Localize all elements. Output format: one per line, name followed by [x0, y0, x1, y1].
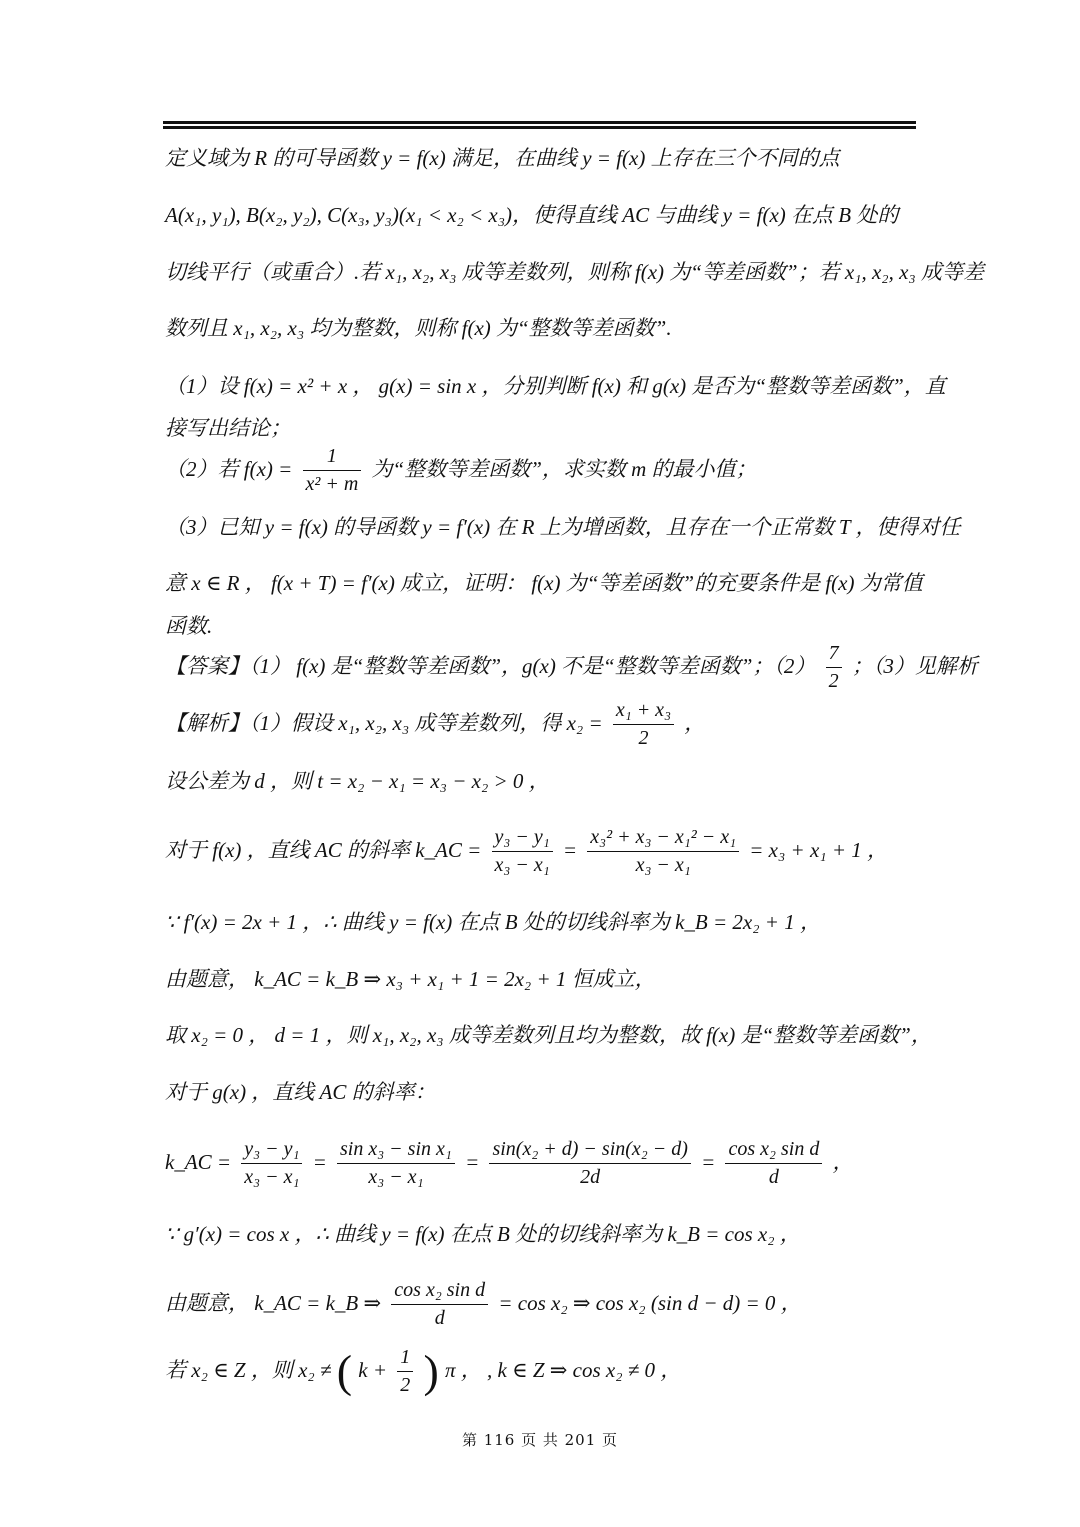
- page-footer: 第 116 页 共 201 页: [461, 1431, 619, 1449]
- text-line: 取 x₂ = 0 ， d = 1 ，则 x₁, x₂, x₃ 成等差数列且均为整数，故 f(x) 是“整数等差函数”，: [165, 1023, 932, 1047]
- fraction: $\frac{1}{2}$: [397, 1344, 413, 1399]
- text-line: 对于 g(x) ，直线 AC 的斜率：: [165, 1080, 436, 1104]
- fraction: $\frac{\text{sin(x₂ + d) − sin(x₂ − d)}}{2d}$: [489, 1136, 690, 1191]
- fraction: $\frac{\text{x₁ + x₃}}{2}$: [613, 697, 674, 752]
- fraction: $\frac{7}{2}$: [826, 640, 842, 695]
- fraction: $\frac{\text{cos x₂ sin d}}{d}$: [391, 1277, 488, 1332]
- question-3-end: 函数.: [165, 614, 213, 638]
- condition-line: 由题意， k_AC = k_B ⇒ $\frac{\text{cos x₂ sin d}}{d}$ = cos x₂ ⇒ cos x₂ (sin d − d) = 0 ，: [165, 1277, 917, 1332]
- slope-g-line: k_AC = $\frac{\text{y₃ − y₁}}{\text{x₃ − x₁}}$ = $\frac{\text{sin x₃ − sin x₁}}{\text{x₃ − x₁}}$ = $\frac{\text{sin(x₂ + d) − sin(x₂ − d)}}{2d}$ = $\frac{\text{cos x₂ sin d}}{d}$ ，: [165, 1136, 917, 1191]
- question-3-cont: 意 x ∈ R ， f(x + T) = f′(x) 成立，证明： f(x) 为“等差函数”的充要条件是 f(x) 为常值: [165, 571, 923, 595]
- text-line: 数列且 x₁, x₂, x₃ 均为整数，则称 f(x) 为“整数等差函数”.: [165, 316, 672, 340]
- question-1: （1）设 f(x) = x² + x ， g(x) = sin x ，分别判断 f(x) 和 g(x) 是否为“整数等差函数”，直: [165, 374, 946, 398]
- answer-line: 【答案】（1） f(x) 是“整数等差函数”，g(x) 不是“整数等差函数”；（2） $\frac{7}{2}$ ；（3）见解析: [165, 640, 917, 695]
- text-line: ∵ g′(x) = cos x ，∴ 曲线 y = f(x) 在点 B 处的切线斜率为 k_B = cos x₂ ，: [165, 1222, 801, 1246]
- text-line: 定义域为 R 的可导函数 y = f(x) 满足，在曲线 y = f(x) 上存在三个不同的点: [165, 146, 840, 170]
- analysis-line: 【解析】（1）假设 x₁, x₂, x₃ 成等差数列，得 x₂ = $\frac{\text{x₁ + x₃}}{2}$ ，: [165, 697, 917, 752]
- text-line: ∵ f′(x) = 2x + 1 ，∴ 曲线 y = f(x) 在点 B 处的切线斜率为 k_B = 2x₂ + 1 ，: [165, 910, 821, 934]
- fraction: $\frac{\text{y₃ − y₁}}{\text{x₃ − x₁}}$: [492, 824, 553, 879]
- fraction: $\frac{\text{x₃² + x₃ − x₁² − x₁}}{\text{x₃ − x₁}}$: [587, 824, 739, 879]
- header-rule-top: [163, 121, 916, 124]
- question-3: （3）已知 y = f(x) 的导函数 y = f′(x) 在 R 上为增函数，且存在一个正常数 T ，使得对任: [165, 515, 961, 539]
- text-line: 由题意， k_AC = k_B ⇒ x₃ + x₁ + 1 = 2x₂ + 1 恒成立，: [165, 967, 656, 991]
- text-line: 设公差为 d ，则 t = x₂ − x₁ = x₃ − x₂ > 0 ，: [165, 769, 550, 793]
- fraction: $\frac{1}{\text{x² + m}}$: [303, 443, 362, 498]
- fraction: $\frac{\text{sin x₃ − sin x₁}}{\text{x₃ − x₁}}$: [337, 1136, 455, 1191]
- header-rule-bottom: [163, 126, 916, 129]
- fraction: $\frac{\text{cos x₂ sin d}}{d}$: [725, 1136, 822, 1191]
- question-1-cont: 接写出结论；: [165, 416, 291, 440]
- text-line: A(x₁, y₁), B(x₂, y₂), C(x₃, y₃)(x₁ < x₂ < x₃)，使得直线 AC 与曲线 y = f(x) 在点 B 处的: [165, 203, 899, 227]
- final-line: 若 x₂ ∈ Z ，则 x₂ ≠ ( k + $\frac{1}{2}$ ) π ， , k ∈ Z ⇒ cos x₂ ≠ 0 ，: [165, 1344, 917, 1399]
- question-2: （2）若 f(x) = $\frac{1}{\text{x² + m}}$ 为“整数等差函数”，求实数 m 的最小值；: [165, 443, 917, 498]
- fraction: $\frac{\text{y₃ − y₁}}{\text{x₃ − x₁}}$: [241, 1136, 302, 1191]
- text-line: 切线平行（或重合）.若 x₁, x₂, x₃ 成等差数列，则称 f(x) 为“等差函数”；若 x₁, x₂, x₃ 成等差: [165, 260, 984, 284]
- slope-f-line: 对于 f(x) ，直线 AC 的斜率 k_AC = $\frac{\text{y₃ − y₁}}{\text{x₃ − x₁}}$ = $\frac{\text{x₃² + x₃ − x₁² − x₁}}{\text{x₃ − x₁}}$ = x₃ + x₁ + 1 ，: [165, 824, 917, 879]
